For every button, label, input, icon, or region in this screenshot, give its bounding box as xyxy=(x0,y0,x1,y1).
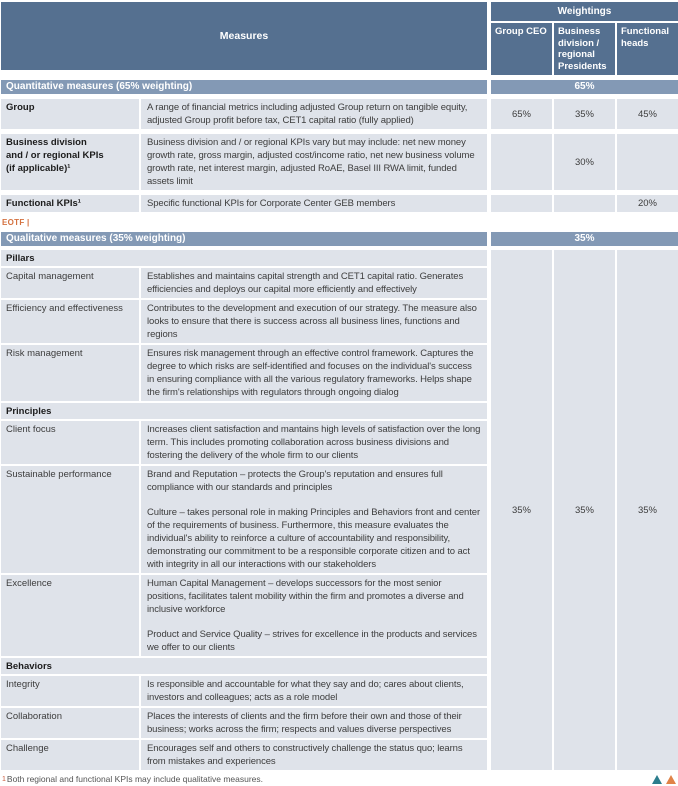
weight-group-ceo xyxy=(491,134,552,190)
table-row-business-division-kpis xyxy=(1,134,678,190)
measures-column-header xyxy=(1,2,487,70)
row-label: Capital management xyxy=(1,268,139,298)
weight-bd-presidents: 35% xyxy=(554,99,615,129)
table-row-group xyxy=(1,99,678,129)
row-desc: Contributes to the development and execution of our strategy. The measure also looks to ensure that there is success across all business lines, functions and regions xyxy=(141,300,487,343)
quantitative-section-title: Quantitative measures (65% weighting) xyxy=(1,80,487,94)
weight-functional-heads xyxy=(617,134,678,190)
column-header-group-ceo: Group CEO xyxy=(491,23,552,75)
row-label: Sustainable performance xyxy=(1,466,139,573)
eotf-tag: EOTF | xyxy=(2,218,30,227)
row-label-functional-kpis: Functional KPIs¹ xyxy=(1,195,139,212)
table-row-excellence xyxy=(1,575,487,656)
table-row-integrity xyxy=(1,676,487,706)
weight-functional-heads: 45% xyxy=(617,99,678,129)
table-row-challenge xyxy=(1,740,487,770)
quantitative-section-bar xyxy=(1,80,678,94)
row-label: Efficiency and effectiveness xyxy=(1,300,139,343)
row-desc: Encourages self and others to constructively challenge the status quo; learns from mistakes and experiences xyxy=(141,740,487,770)
row-desc-functional-kpis: Specific functional KPIs for Corporate Center GEB members xyxy=(141,195,487,212)
measures-label: Measures xyxy=(219,30,269,42)
row-label: Collaboration xyxy=(1,708,139,738)
weight-group-ceo: 65% xyxy=(491,99,552,129)
weightings-header-group xyxy=(491,2,678,75)
subsection-behaviors: Behaviors xyxy=(1,658,487,674)
column-header-business-division-presidents: Business division / regional Presidents xyxy=(554,23,615,75)
footnote-text: Both regional and functional KPIs may include qualitative measures. xyxy=(6,774,263,784)
qualitative-section-bar xyxy=(1,232,678,246)
quantitative-section-weight: 65% xyxy=(491,80,678,94)
nav-icons xyxy=(652,775,676,784)
row-desc: Increases client satisfaction and mantains high levels of satisfaction over the long term. This includes promoting collaboration across business divisions and fostering the delivery of the whole firm to our clients xyxy=(141,421,487,464)
weightings-label: Weightings xyxy=(491,2,678,21)
weight-functional-heads: 35% xyxy=(617,250,678,770)
row-label: Integrity xyxy=(1,676,139,706)
row-desc: Is responsible and accountable for what they say and do; cares about clients, investors and colleagues; acts as a role model xyxy=(141,676,487,706)
row-desc-group: A range of financial metrics including adjusted Group return on tangible equity, adjusted Group profit before tax, CET1 capital ratio (fully applied) xyxy=(141,99,487,129)
table-footer xyxy=(1,774,678,786)
table-row-collaboration xyxy=(1,708,487,738)
subsection-principles: Principles xyxy=(1,403,487,419)
row-desc: Ensures risk management through an effective control framework. Captures the degree to which risks are self-identified and focuses on the individual's success in ensuring compliance with all the various regulatory frameworks. Helps shape the firm's relationships with regulators through ongoing dialog xyxy=(141,345,487,401)
row-desc-business-division-kpis: Business division and / or regional KPIs vary but may include: net new money growth rate, gross margin, adjusted cost/income ratio, net new business volume growth rate, net interest margin, adjusted RoAE, Basel III RWA limit, funded assets limit xyxy=(141,134,487,190)
qualitative-weight-columns xyxy=(491,250,678,770)
row-desc: Brand and Reputation – protects the Group's reputation and ensures full compliance with our standards and principles Culture – takes personal role in making Principles and Behaviors front and center of the requirements of business. Furthermore, this measure evaluates the individual's ability to reinforce a culture of accountability and responsibility, demonstrating our commitment to be a responsible corporate citizen and to act with integrity in all our interactions with our stakeholders xyxy=(141,466,487,573)
footnote xyxy=(2,774,263,784)
row-label-business-division-kpis: Business division and / or regional KPIs (if applicable)¹ xyxy=(1,134,139,190)
table-row-functional-kpis xyxy=(1,195,678,212)
row-desc: Establishes and maintains capital strength and CET1 capital ratio. Generates efficiencies and deploys our capital more efficiently and effectively xyxy=(141,268,487,298)
subsection-pillars: Pillars xyxy=(1,250,487,266)
triangle-up-orange-icon xyxy=(666,775,676,784)
row-label-group: Group xyxy=(1,99,139,129)
table-header xyxy=(1,2,678,75)
weight-functional-heads: 20% xyxy=(617,195,678,212)
table-row-risk-management xyxy=(1,345,487,401)
weight-bd-presidents: 35% xyxy=(554,250,615,770)
weightings-columns xyxy=(491,23,678,75)
weight-bd-presidents xyxy=(554,195,615,212)
table-row-capital-management xyxy=(1,268,487,298)
row-label: Client focus xyxy=(1,421,139,464)
table-row-efficiency-effectiveness xyxy=(1,300,487,343)
footnote-marker: 1 xyxy=(2,776,6,783)
qualitative-body xyxy=(1,250,678,770)
row-label: Risk management xyxy=(1,345,139,401)
row-desc: Places the interests of clients and the firm before their own and those of their business; works across the firm; respects and values diverse perspectives xyxy=(141,708,487,738)
triangle-up-teal-icon xyxy=(652,775,662,784)
row-desc: Human Capital Management – develops successors for the most senior positions, facilitates talent mobility within the firm and promotes a diverse and inclusive workforce Product and Service Quality – strives for excellence in the products and services we offer to our clients xyxy=(141,575,487,656)
table-row-client-focus xyxy=(1,421,487,464)
weight-group-ceo: 35% xyxy=(491,250,552,770)
row-label: Excellence xyxy=(1,575,139,656)
weight-group-ceo xyxy=(491,195,552,212)
qualitative-section-weight: 35% xyxy=(491,232,678,246)
table-row-sustainable-performance xyxy=(1,466,487,573)
column-header-functional-heads: Functional heads xyxy=(617,23,678,75)
qualitative-section-title: Qualitative measures (35% weighting) xyxy=(1,232,487,246)
row-label: Challenge xyxy=(1,740,139,770)
weight-bd-presidents: 30% xyxy=(554,134,615,190)
